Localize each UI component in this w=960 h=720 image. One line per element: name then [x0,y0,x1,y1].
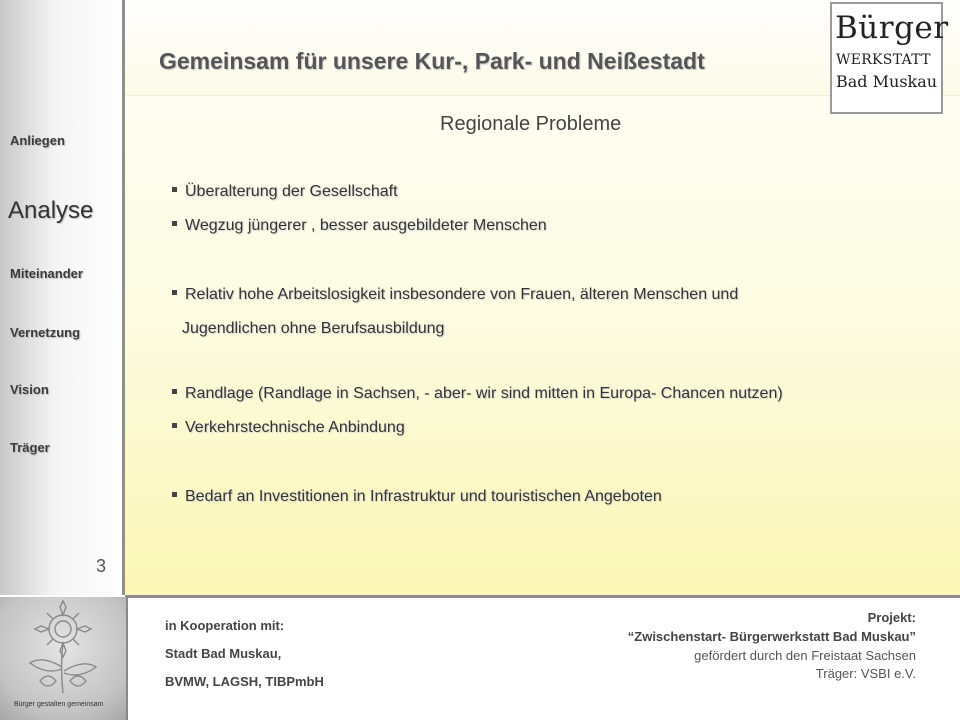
cooperation-partner-1: Stadt Bad Muskau, [165,646,282,661]
page-number: 3 [96,556,107,576]
bullet-text: Relativ hohe Arbeitslosigkeit insbesondere von Frauen, älteren Menschen und [185,286,739,303]
project-name: “Zwischenstart- Bürgerwerkstatt Bad Muskau” [627,629,916,644]
bullet-text: Randlage (Randlage in Sachsen, - aber- wir sind mitten in Europa- Chancen nutzen) [185,385,783,402]
page-title: Gemeinsam für unsere Kur-, Park- und Neißestadt [159,48,705,74]
sidebar [0,0,125,595]
flower-emblem-icon [0,597,126,697]
cooperation-label: in Kooperation mit: [165,618,285,633]
bullet-text: Überalterung der Gesellschaft [185,183,398,200]
bullet-item [172,183,398,201]
bullet-text: Wegzug jüngerer , besser ausgebildeter Menschen [185,217,547,234]
sidebar-item-miteinander[interactable]: Miteinander [10,266,83,281]
cooperation-partner-2: BVMW, LAGSH, TIBPmbH [165,674,324,689]
bullet-square-icon [172,290,177,295]
buergerwerkstatt-logo [830,2,949,114]
project-label: Projekt: [867,610,916,625]
logo-line-3: Bad Muskau [836,72,938,91]
bullet-square-icon [172,187,177,192]
bullet-square-icon [172,389,177,394]
emblem-caption: Bürger gestalten gemeinsam [14,701,104,708]
bullet-item [172,419,405,437]
footer-divider [125,595,960,598]
bullet-item [172,385,783,403]
bullet-item [172,217,547,235]
bullet-square-icon [172,423,177,428]
logo-line-2: WERKSTATT [836,52,931,68]
sidebar-item-analyse[interactable]: Analyse [8,197,94,224]
bullet-text: Bedarf an Investitionen in Infrastruktur und touristischen Angeboten [185,488,662,505]
sidebar-item-anliegen[interactable]: Anliegen [10,133,65,148]
bullet-square-icon [172,492,177,497]
project-carrier: Träger: VSBI e.V. [815,666,916,681]
section-subtitle: Regionale Probleme [440,113,622,135]
bullet-item [172,286,738,304]
bullet-square-icon [172,221,177,226]
sidebar-item-vision[interactable]: Vision [10,382,49,397]
logo-line-1: Bürger [835,10,949,46]
emblem-image [0,597,128,720]
sidebar-item-traeger[interactable]: Träger [10,440,50,455]
project-funding: gefördert durch den Freistaat Sachsen [694,648,916,663]
bullet-text: Verkehrstechnische Anbindung [185,419,405,436]
sidebar-item-vernetzung[interactable]: Vernetzung [10,325,81,340]
bullet-item [172,488,662,506]
bullet-continuation: Jugendlichen ohne Berufsausbildung [182,320,445,337]
